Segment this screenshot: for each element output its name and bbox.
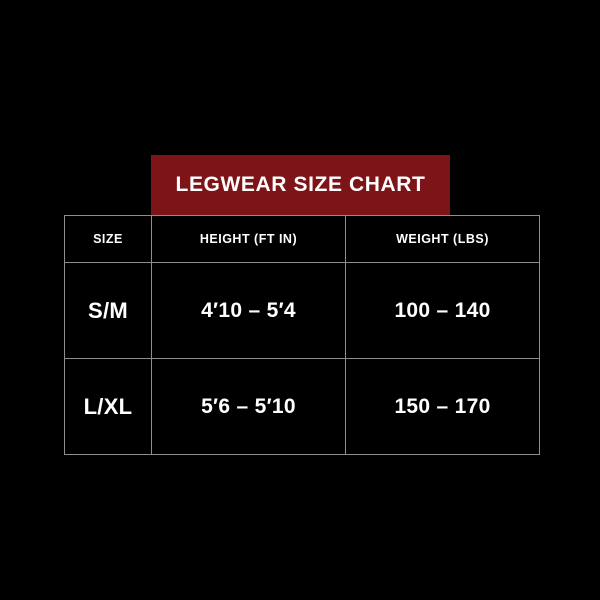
column-header-height: HEIGHT (FT IN) (152, 216, 346, 263)
title-banner (151, 155, 450, 215)
cell-height: 5′6 – 5′10 (152, 359, 346, 455)
table-header-row (65, 216, 540, 263)
cell-height: 4′10 – 5′4 (152, 263, 346, 359)
size-chart-table (64, 215, 540, 455)
table-row (65, 359, 540, 455)
cell-weight: 100 – 140 (346, 263, 540, 359)
cell-size: S/M (65, 263, 152, 359)
cell-weight: 150 – 170 (346, 359, 540, 455)
cell-size: L/XL (65, 359, 152, 455)
table-row (65, 263, 540, 359)
column-header-size: SIZE (65, 216, 152, 263)
page-title: LEGWEAR SIZE CHART (175, 173, 426, 196)
column-header-weight: WEIGHT (LBS) (346, 216, 540, 263)
